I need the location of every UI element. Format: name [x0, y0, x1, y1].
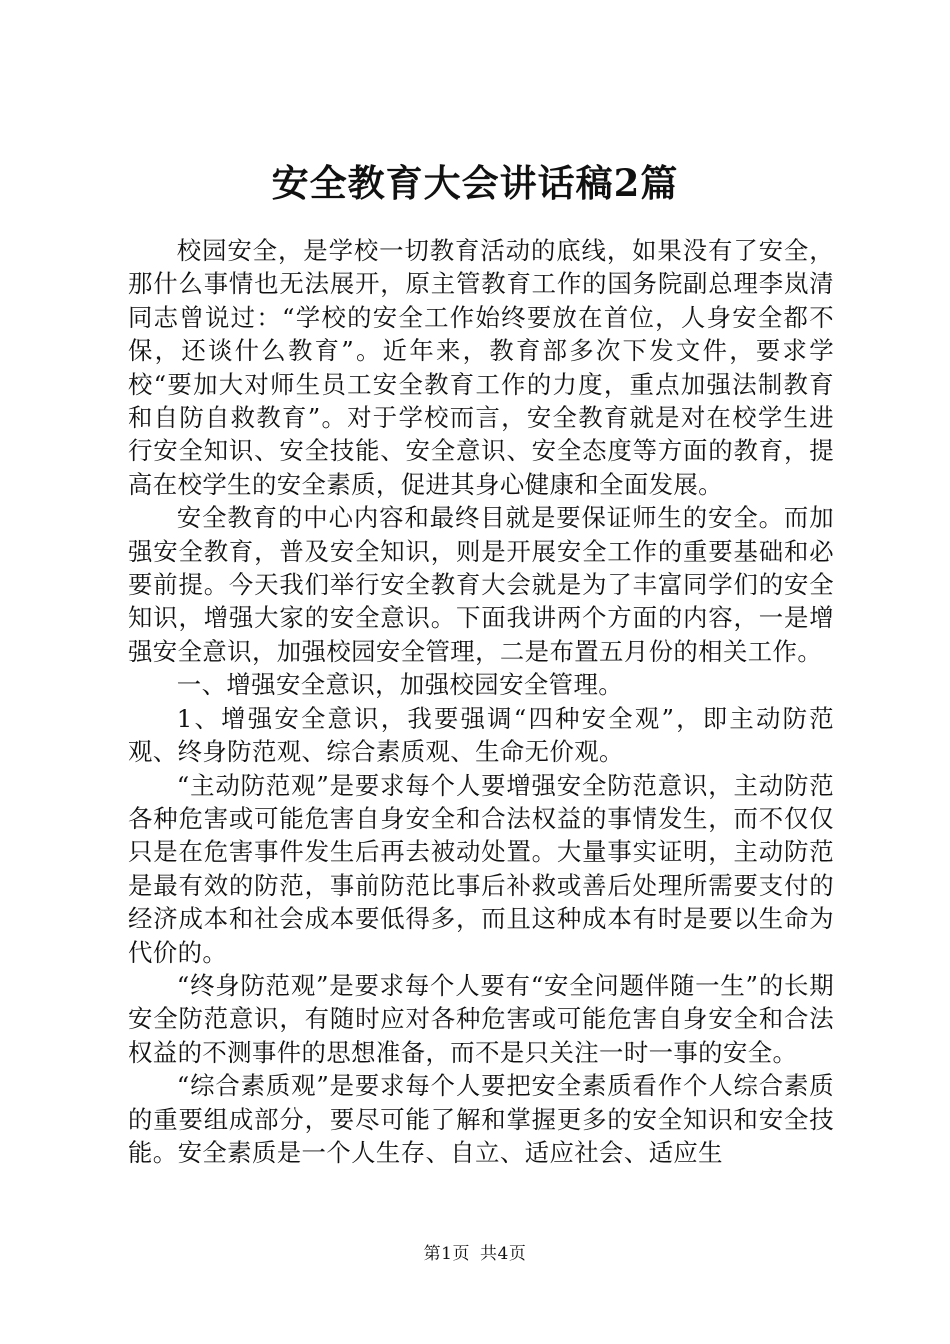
document-title: 安全教育大会讲话稿2篇	[271, 161, 679, 205]
document-body	[128, 234, 834, 1169]
paragraph-2: 安全教育的中心内容和最终目就是要保证师生的安全。而加强安全教育，普及安全知识，则是开展安全工作的重要基础和必要前提。今天我们举行安全教育大会就是为了丰富同学们的安全知识，增强大家的安全意识。下面我讲两个方面的内容，一是增强安全意识，加强校园安全管理，二是布置五月份的相关工作。	[128, 503, 834, 666]
paragraph-1: 校园安全，是学校一切教育活动的底线，如果没有了安全，那什么事情也无法展开，原主管教育工作的国务院副总理李岚清同志曾说过：“学校的安全工作始终要放在首位，人身安全都不保，还谈什么教育”。近年来，教育部多次下发文件，要求学校“要加大对师生员工安全教育工作的力度，重点加强法制教育和自防自救教育”。对于学校而言，安全教育就是对在校学生进行安全知识、安全技能、安全意识、安全态度等方面的教育，提高在校学生的安全素质，促进其身心健康和全面发展。	[128, 236, 834, 499]
page-number: 第1页	[423, 1244, 470, 1264]
paragraph-3: 一、增强安全意识，加强校园安全管理。	[176, 670, 624, 700]
paragraph-5: “主动防范观”是要求每个人要增强安全防范意识，主动防范各种危害或可能危害自身安全和合法权益的事情发生，而不仅仅只是在危害事件发生后再去被动处置。大量事实证明，主动防范是最有效的防范，事前防范比事后补救或善后处理所需要支付的经济成本和社会成本要低得多，而且这种成本有时是要以生命为代价的。	[128, 770, 834, 967]
paragraph-7: “综合素质观”是要求每个人要把安全素质看作个人综合素质的重要组成部分，要尽可能了解和掌握更多的安全知识和安全技能。安全素质是一个人生存、自立、适应社会、适应生	[128, 1071, 834, 1167]
paragraph-6: “终身防范观”是要求每个人要有“安全问题伴随一生”的长期安全防范意识，有随时应对各种危害或可能危害自身安全和合法权益的不测事件的思想准备，而不是只关注一时一事的安全。	[128, 970, 834, 1067]
page-total: 共4页	[480, 1244, 527, 1264]
page-footer	[0, 1242, 950, 1266]
paragraph-4: 1、增强安全意识，我要强调“四种安全观”，即主动防范观、终身防范观、综合素质观、生命无价观。	[128, 703, 834, 767]
